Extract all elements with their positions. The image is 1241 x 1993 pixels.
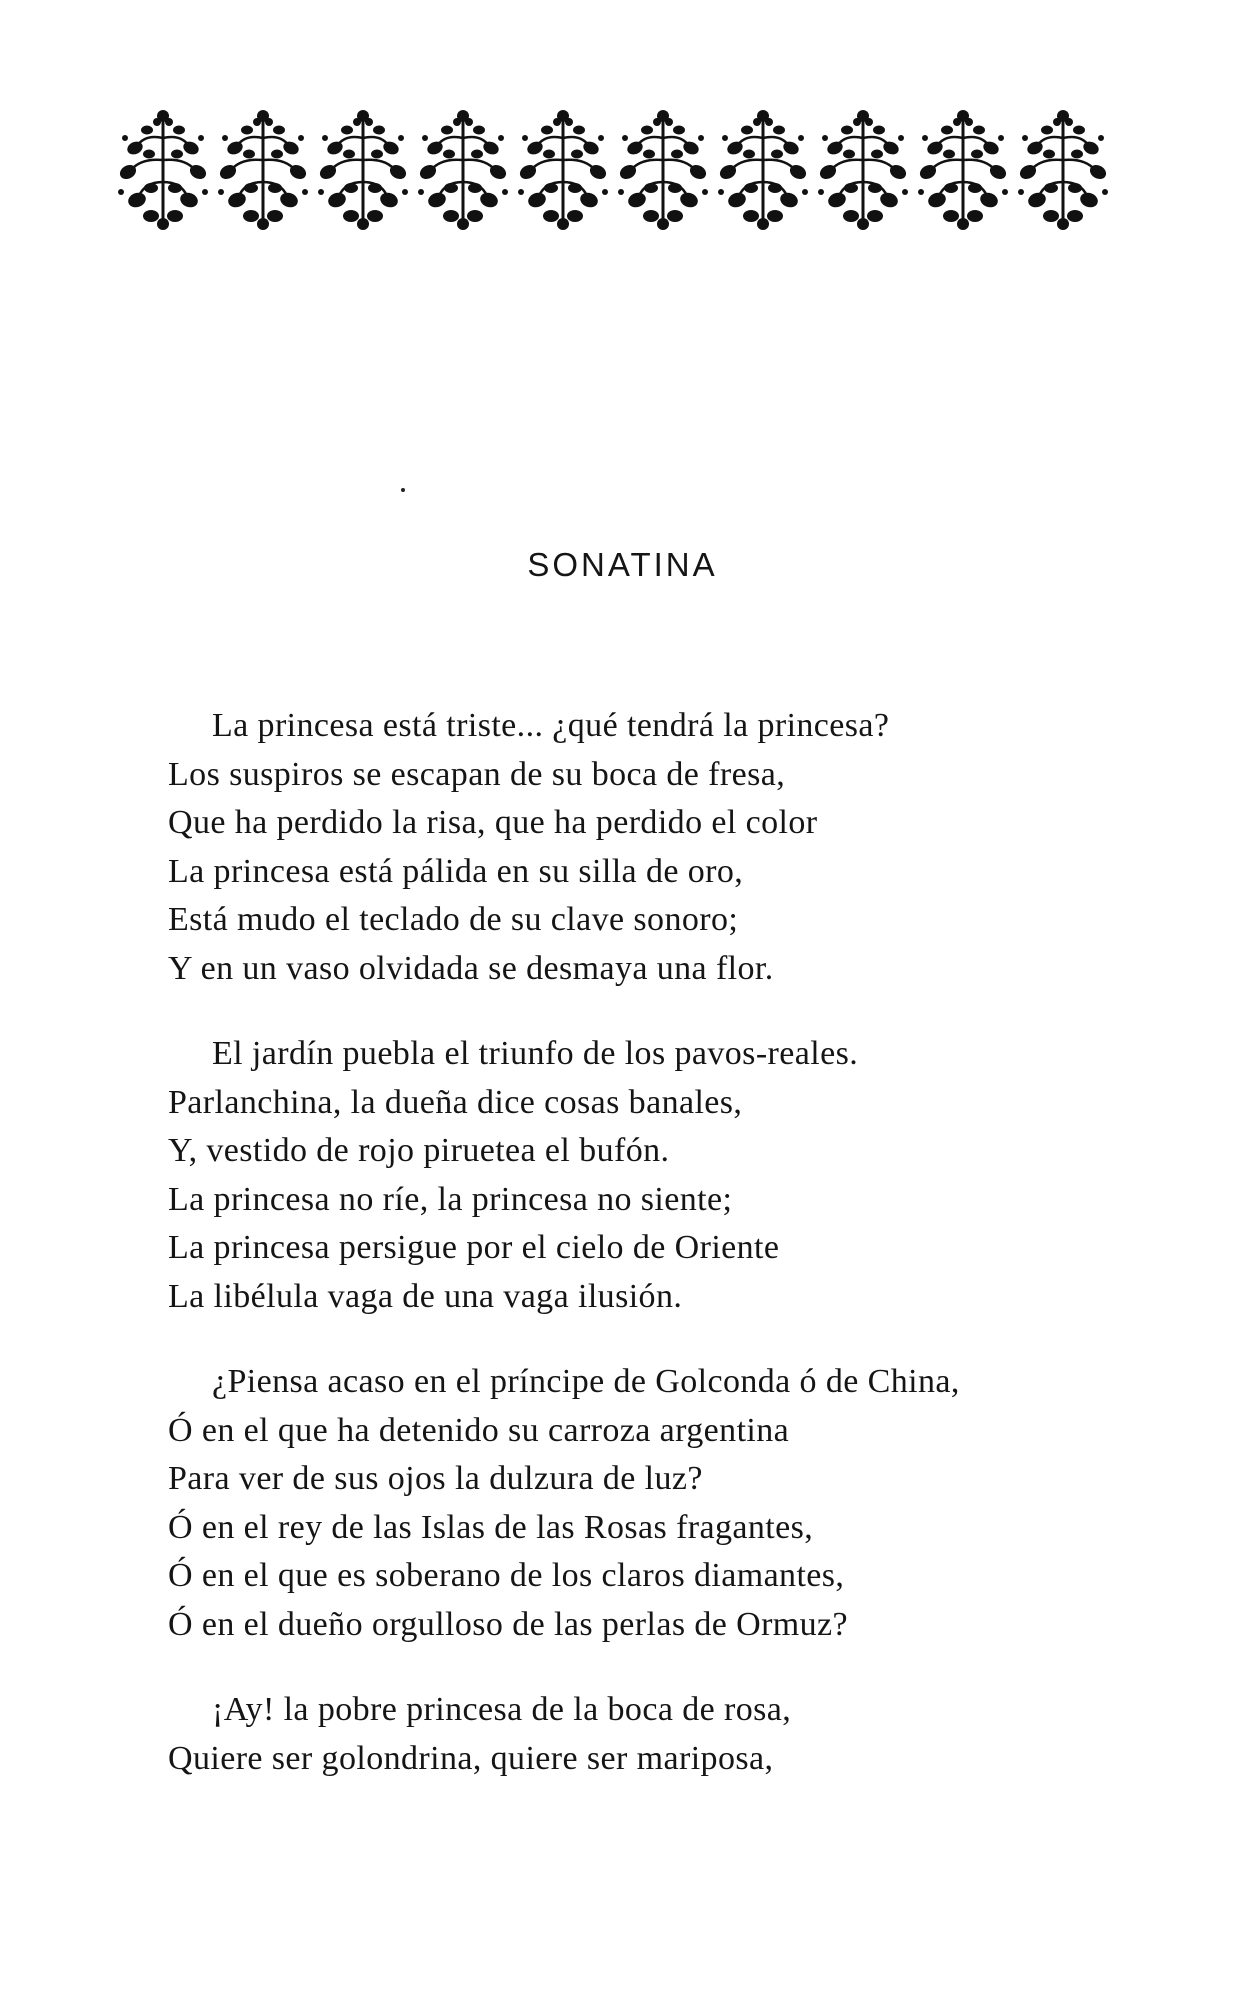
verse-line: La princesa está pálida en su silla de oro, [168,852,744,890]
stanza-2 [168,1030,1168,1321]
print-speck [401,488,405,492]
verse-line: La princesa persigue por el cielo de Oriente [168,1229,780,1266]
verse-line: La princesa no ríe, la princesa no siente; [168,1180,733,1218]
verse-line: Para ver de sus ojos la dulzura de luz? [168,1460,703,1497]
verse-line: Ó en el que es soberano de los claros diamantes, [168,1557,845,1594]
fleuron-band-icon [115,108,1115,233]
verse-line: Ó en el que ha detenido su carroza argentina [168,1411,790,1449]
verse-line: ¡Ay! la pobre princesa de la boca de rosa, [212,1691,792,1728]
verse-line: Parlanchina, la dueña dice cosas banales, [168,1083,743,1121]
poem-body [168,702,1168,1783]
verse-line: Está mudo el teclado de su clave sonoro; [168,901,739,938]
verse-line: La libélula vaga de una vaga ilusión. [168,1277,683,1315]
stanza-4 [168,1686,1168,1783]
verse-line: Quiere ser golondrina, quiere ser mariposa, [168,1739,774,1777]
verse-line: Que ha perdido la risa, que ha perdido el color [168,804,818,841]
verse-line: Y en un vaso olvidada se desmaya una flor. [168,949,774,987]
verse-line: La princesa está triste... ¿qué tendrá la princesa? [212,707,890,744]
verse-line: ¿Piensa acaso en el príncipe de Golconda ó de China, [212,1363,960,1400]
verse-line: Y, vestido de rojo piruetea el bufón. [168,1132,670,1169]
verse-line: Los suspiros se escapan de su boca de fresa, [168,755,786,793]
verse-line: Ó en el dueño orgulloso de las perlas de Ormuz? [168,1605,849,1643]
verse-line: Ó en el rey de las Islas de las Rosas fragantes, [168,1508,814,1546]
stanza-1 [168,702,1168,993]
poem-title: SONATINA [527,546,718,583]
verse-line: El jardín puebla el triunfo de los pavos-reales. [212,1035,859,1072]
stanza-3 [168,1358,1168,1649]
